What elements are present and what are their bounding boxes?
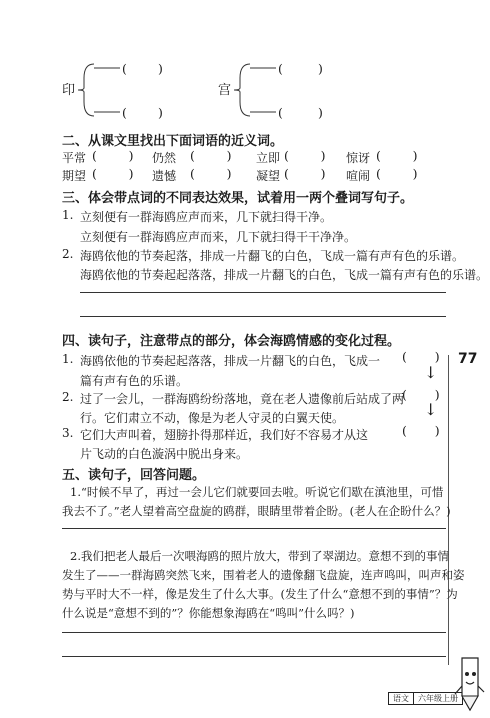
word-3: 立即 bbox=[256, 151, 281, 165]
s4-item-1-line-2: 篇有声有色的乐谱。 bbox=[80, 374, 189, 388]
paren-close-right-bottom: ) bbox=[318, 105, 323, 120]
blank-7[interactable]: ( ) bbox=[284, 166, 326, 181]
s3-item-2-line-1: 海鸥依他的节奏起落，排成一片翻飞的白色，飞成一篇有声有色的乐谱。 bbox=[80, 249, 465, 263]
s3-item-1-number: 1. bbox=[62, 208, 74, 222]
paren-open-right-top[interactable]: ( bbox=[278, 61, 283, 76]
s5-q2-line-1: 2.我们把老人最后一次喂海鸥的照片放大，带到了翠湖边。意想不到的事情 bbox=[70, 549, 449, 563]
s4-item-3-line-1: 它们大声叫着，翅膀扑得那样近，我们好不容易才从这 bbox=[80, 428, 369, 442]
s4-answer-1[interactable]: ( ) bbox=[402, 349, 440, 364]
footer-grade: 六年级上册 bbox=[414, 692, 463, 705]
s5-q2-line-3: 势与平时大不一样，像是发生了什么大事。(发生了什么“意想不到的事情”？为 bbox=[62, 587, 458, 601]
paren-open-left-bottom[interactable]: ( bbox=[122, 105, 127, 120]
s5-q1-writing-line[interactable] bbox=[62, 528, 446, 529]
paren-close-left-top: ) bbox=[158, 61, 163, 76]
s3-item-2-number: 2. bbox=[62, 247, 74, 261]
s5-q2-writing-line-2[interactable] bbox=[62, 656, 446, 657]
section-5-title: 五、读句子，回答问题。 bbox=[62, 468, 206, 483]
char-label-left: 印 bbox=[62, 83, 76, 98]
s3-item-1-line-2: 立刻便有一群海鸥应声而来，几下就扫得干干净净。 bbox=[80, 230, 357, 244]
blank-5[interactable]: ( ) bbox=[92, 166, 134, 181]
footer-subject: 语文 bbox=[388, 692, 414, 705]
arrow-down-icon-1: ↓ bbox=[424, 363, 438, 382]
s4-item-3-number: 3. bbox=[62, 426, 74, 440]
s4-item-3-line-2: 片飞动的白色漩涡中脱出身来。 bbox=[80, 447, 249, 461]
section-3-title: 三、体会带点词的不同表达效果，试着用一两个叠词写句子。 bbox=[62, 191, 414, 206]
s3-writing-line-1[interactable] bbox=[80, 292, 446, 293]
char-label-right: 宫 bbox=[218, 83, 232, 98]
blank-8[interactable]: ( ) bbox=[376, 166, 418, 181]
section-4-title: 四、读句子，注意带点的部分，体会海鸥情感的变化过程。 bbox=[62, 334, 401, 349]
word-7: 凝望 bbox=[256, 169, 281, 183]
paren-open-right-bottom[interactable]: ( bbox=[278, 105, 283, 120]
word-2: 仍然 bbox=[152, 151, 177, 165]
paren-open-left-top[interactable]: ( bbox=[122, 61, 127, 76]
paren-close-right-top: ) bbox=[318, 61, 323, 76]
paren-close-left-bottom: ) bbox=[158, 105, 163, 120]
s4-item-1-number: 1. bbox=[62, 352, 74, 366]
s4-item-2-line-2: 行。它们肃立不动，像是为老人守灵的白翼天使。 bbox=[80, 411, 345, 425]
word-8: 喧闹 bbox=[346, 169, 371, 183]
blank-3[interactable]: ( ) bbox=[284, 148, 326, 163]
word-4: 惊讶 bbox=[346, 151, 371, 165]
bracket-right-svg bbox=[232, 58, 342, 120]
s4-answer-3[interactable]: ( ) bbox=[402, 423, 440, 438]
s3-writing-line-2[interactable] bbox=[80, 316, 446, 317]
pencil-mascot-icon bbox=[452, 656, 486, 714]
s5-q2-writing-line-1[interactable] bbox=[62, 632, 446, 633]
bracket-left-svg bbox=[76, 58, 186, 120]
s5-q1-line-2: 我去不了。”老人望着高空盘旋的鸥群，眼睛里带着企盼。(老人在企盼什么？) bbox=[62, 504, 451, 518]
blank-4[interactable]: ( ) bbox=[376, 148, 418, 163]
s5-q1-line-1: 1.“时候不早了，再过一会儿它们就要回去啦。听说它们歇在滇池里，可惜 bbox=[70, 485, 444, 499]
blank-6[interactable]: ( ) bbox=[190, 166, 232, 181]
blank-1[interactable]: ( ) bbox=[92, 148, 134, 163]
s4-answer-2[interactable]: ( ) bbox=[402, 387, 440, 402]
s4-item-1-line-1: 海鸥依他的节奏起起落落，排成一片翻飞的白色，飞成一 bbox=[80, 354, 381, 368]
s5-q2-line-2: 发生了——一群海鸥突然飞来，围着老人的遗像翻飞盘旋，连声鸣叫，叫声和姿 bbox=[62, 568, 465, 582]
section-2-title: 二、从课文里找出下面词语的近义词。 bbox=[62, 134, 284, 149]
word-1: 平常 bbox=[62, 151, 87, 165]
s3-item-1-line-1: 立刻便有一群海鸥应声而来，几下就扫得干净。 bbox=[80, 210, 333, 224]
word-6: 遗憾 bbox=[152, 169, 177, 183]
s3-item-2-line-2: 海鸥依他的节奏起起落落，排成一片翻飞的白色，飞成一篇有声有色的乐谱。 bbox=[80, 268, 489, 282]
s5-q2-line-4: 什么说是“意想不到的”？你能想象海鸥在“鸣叫”什么吗？) bbox=[62, 606, 355, 620]
s4-item-2-number: 2. bbox=[62, 390, 74, 404]
s4-item-2-line-1: 过了一会儿，一群海鸥纷纷落地，竟在老人遗像前后站成了两 bbox=[80, 392, 405, 406]
arrow-down-icon-2: ↓ bbox=[424, 400, 438, 419]
page-number: 77 bbox=[458, 351, 478, 367]
word-5: 期望 bbox=[62, 169, 87, 183]
blank-2[interactable]: ( ) bbox=[190, 148, 232, 163]
